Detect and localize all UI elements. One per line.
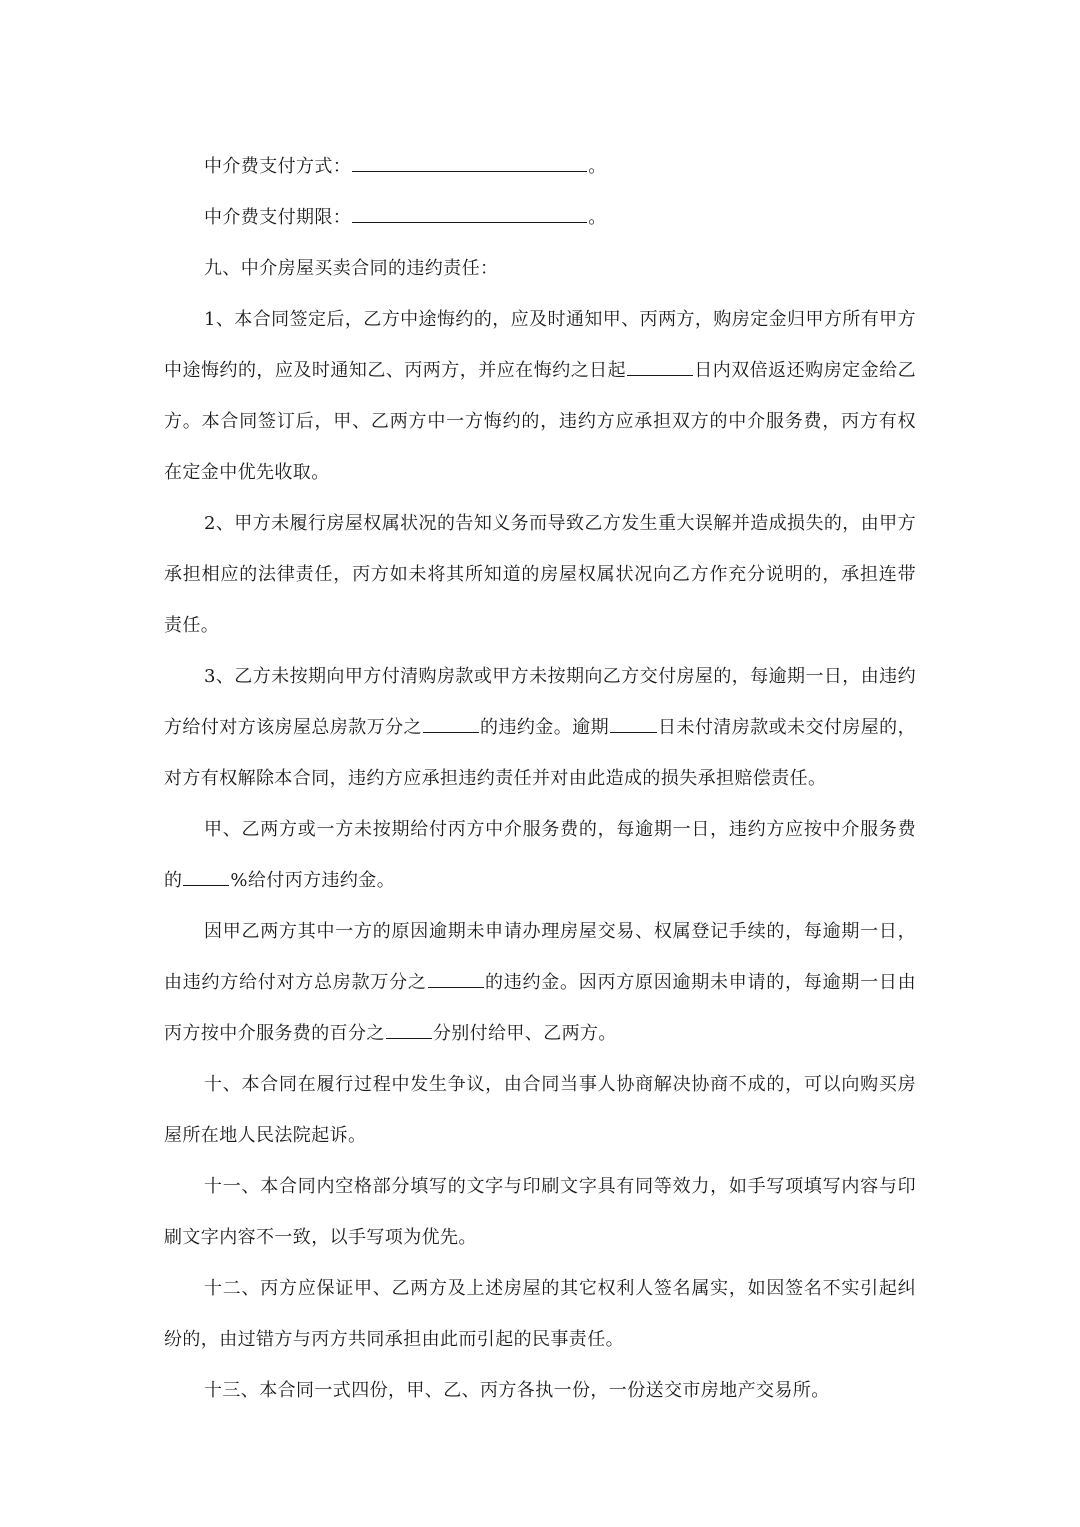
agency-fee-late-text-b: %给付丙方违约金。	[230, 870, 396, 891]
clause-11-handwriting: 十一、本合同内空格部分填写的文字与印刷文字具有同等效力，如手写项填写内容与印刷文字内容不一致，以手写项为优先。	[164, 1176, 916, 1248]
registration-delay-text-b: 的违约金。因丙方原因逾期未申请的，每逾期一日由丙方按中介服务费的百分之	[164, 972, 916, 1044]
clause-12-signatures: 十二、丙方应保证甲、乙两方及上述房屋的其它权利人签名属实，如因签名不实引起纠纷的，由过错方与丙方共同承担由此而引起的民事责任。	[164, 1278, 916, 1350]
paragraph-fee-payment-deadline	[164, 192, 916, 243]
clause-3-days-blank[interactable]	[610, 710, 657, 733]
clause-1-text-b: 日内双倍返还购房定金给乙方。本合同签订后，甲、乙两方中一方悔约的，违约方应承担双方的中介服务费，丙方有权在定金中优先收取。	[164, 360, 916, 483]
clause-1-days-blank[interactable]	[627, 353, 693, 376]
registration-delay-text-a: 因甲乙两方其中一方的原因逾期未申请办理房屋交易、权属登记手续的，每逾期一日，由违约方给付对方总房款万分之	[164, 921, 916, 993]
agency-fee-late-text-a: 甲、乙两方或一方未按期给付丙方中介服务费的，每逾期一日，违约方应按中介服务费的	[164, 819, 916, 891]
clause-2-disclosure: 2、甲方未履行房屋权属状况的告知义务而导致乙方发生重大误解并造成损失的，由甲方承担相应的法律责任，丙方如未将其所知道的房屋权属状况向乙方作充分说明的，承担连带责任。	[164, 513, 916, 636]
section-heading-breach-liability: 九、中介房屋买卖合同的违约责任：	[204, 258, 499, 279]
clause-13-copies: 十三、本合同一式四份，甲、乙、丙方各执一份，一份送交市房地产交易所。	[204, 1380, 830, 1401]
registration-delay-text-c: 分别付给甲、乙两方。	[432, 1023, 617, 1044]
clause-3-late-payment	[164, 651, 916, 804]
agency-fee-percent-blank[interactable]	[183, 863, 229, 886]
fee-payment-method-blank[interactable]	[352, 149, 587, 172]
clause-3-rate-blank[interactable]	[423, 710, 479, 733]
fee-payment-deadline-label: 中介费支付期限：	[204, 207, 352, 228]
fee-payment-method-label: 中介费支付方式：	[204, 156, 352, 177]
paragraph-fee-payment-method	[164, 141, 916, 192]
clause-1-text-a: 1、本合同签定后，乙方中途悔约的，应及时通知甲、丙两方，购房定金归甲方所有甲方中途悔约的，应及时通知乙、丙两方，并应在悔约之日起	[164, 309, 916, 381]
fee-payment-deadline-blank[interactable]	[352, 200, 587, 223]
fee-payment-deadline-suffix: 。	[588, 207, 607, 228]
clause-1-default-deposit	[164, 294, 916, 498]
clause-3-text-a: 3、乙方未按期向甲方付清购房款或甲方未按期向乙方交付房屋的，每逾期一日，由违约方给付对方该房屋总房款万分之	[164, 666, 916, 738]
clause-10-dispute: 十、本合同在履行过程中发生争议，由合同当事人协商解决协商不成的，可以向购买房屋所在地人民法院起诉。	[164, 1074, 916, 1146]
contract-body	[164, 141, 916, 1416]
registration-percent-blank[interactable]	[386, 1016, 432, 1039]
registration-rate-blank[interactable]	[428, 965, 484, 988]
clause-3-text-b: 的违约金。逾期	[479, 717, 609, 738]
clause-registration-delay	[164, 906, 916, 1059]
fee-payment-method-suffix: 。	[588, 156, 607, 177]
clause-3-text-c: 日未付清房款或未交付房屋的，对方有权解除本合同，违约方应承担违约责任并对由此造成的损失承担赔偿责任。	[164, 717, 916, 789]
clause-agency-fee-late	[164, 804, 916, 906]
